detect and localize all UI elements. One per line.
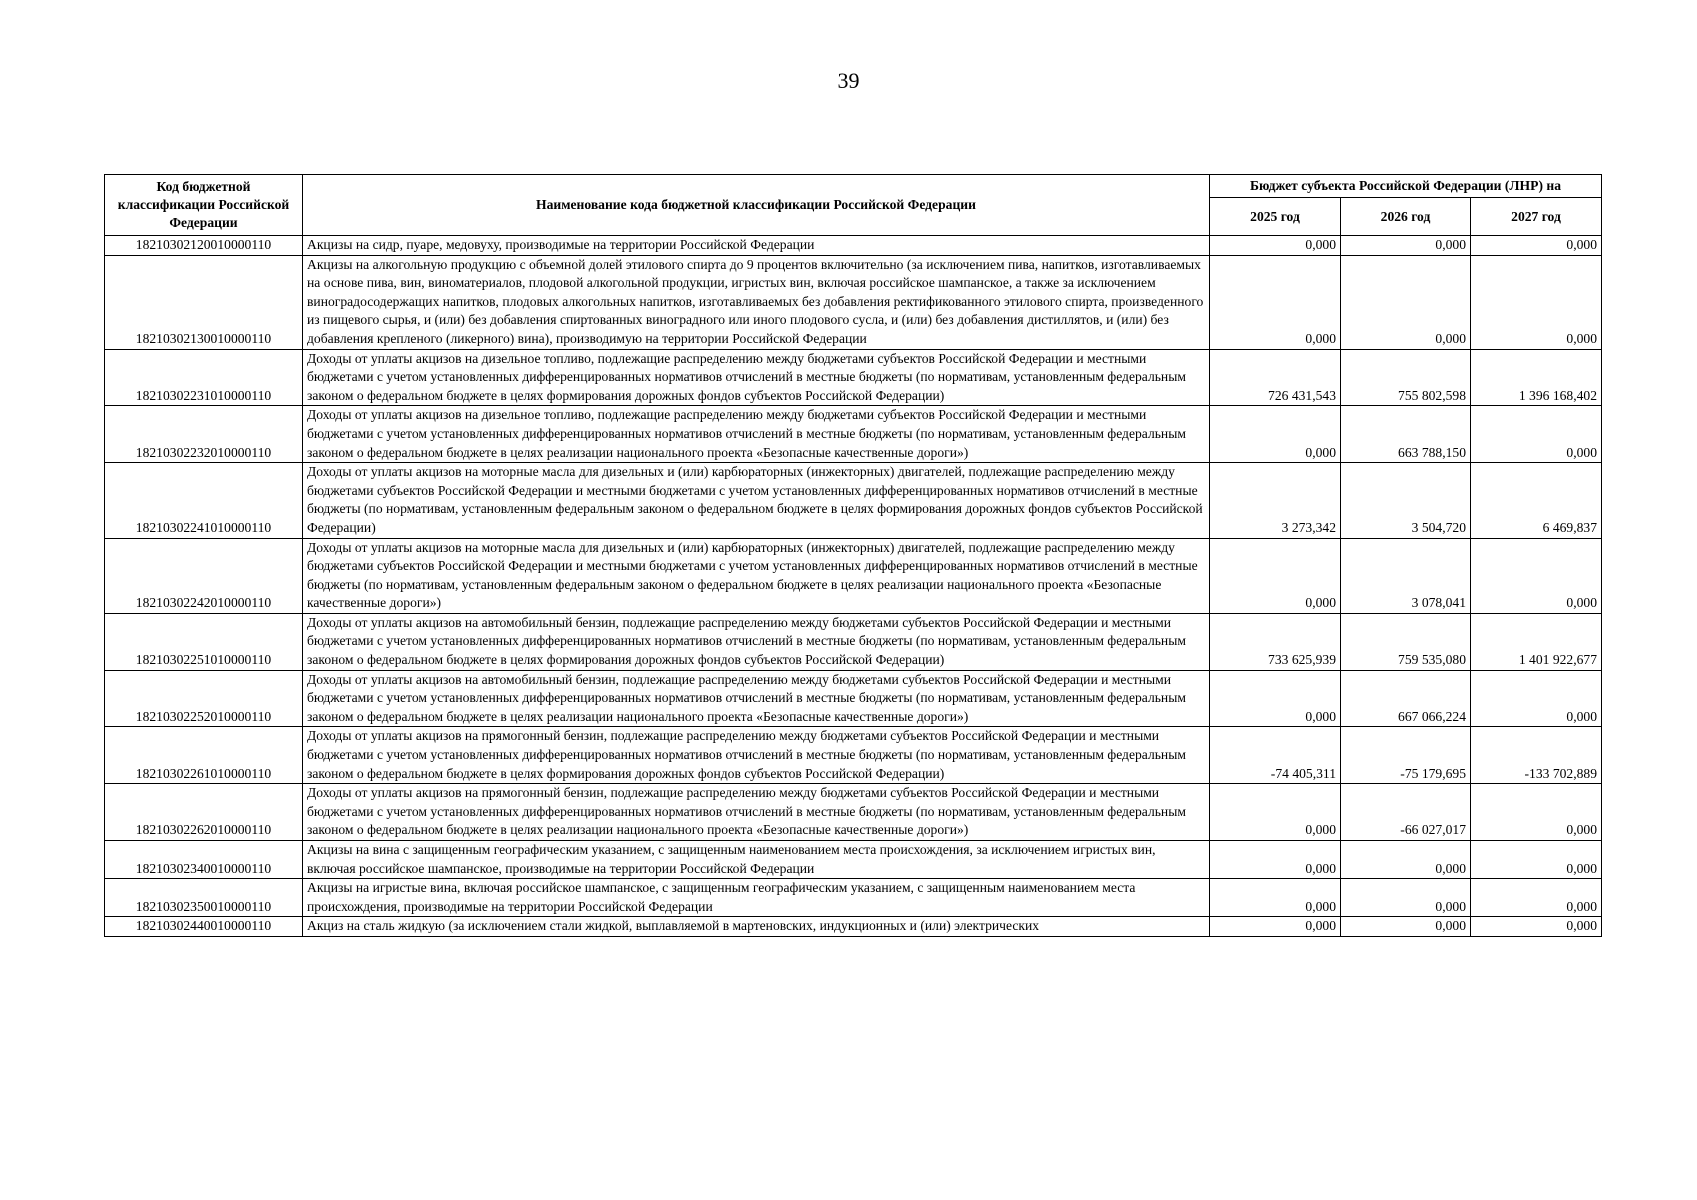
table-row bbox=[105, 917, 1602, 937]
budget-code-cell: 18210302261010000110 bbox=[105, 727, 303, 784]
value-2026-cell: 3 078,041 bbox=[1341, 538, 1471, 613]
budget-code-cell: 18210302350010000110 bbox=[105, 879, 303, 917]
value-2025-cell: 0,000 bbox=[1210, 917, 1341, 937]
value-2027-cell: 0,000 bbox=[1471, 879, 1602, 917]
value-2027-cell: 0,000 bbox=[1471, 841, 1602, 879]
value-2025-cell: 733 625,939 bbox=[1210, 613, 1341, 670]
value-2026-cell: 0,000 bbox=[1341, 879, 1471, 917]
value-2026-cell: 755 802,598 bbox=[1341, 349, 1471, 406]
value-2027-cell: 0,000 bbox=[1471, 236, 1602, 256]
value-2027-cell: 0,000 bbox=[1471, 255, 1602, 349]
value-2027-cell: 0,000 bbox=[1471, 917, 1602, 937]
budget-code-cell: 18210302130010000110 bbox=[105, 255, 303, 349]
value-2026-cell: 0,000 bbox=[1341, 255, 1471, 349]
value-2027-cell: 0,000 bbox=[1471, 406, 1602, 463]
value-2025-cell: 0,000 bbox=[1210, 841, 1341, 879]
value-2026-cell: 759 535,080 bbox=[1341, 613, 1471, 670]
budget-name-cell: Доходы от уплаты акцизов на автомобильный бензин, подлежащие распределению между бюджетами субъектов Российской Федерации и местными бюджетами с учетом установленных дифференцированных нормативов отчислений в местные бюджеты (по нормативам, установленным федеральным законом о федеральном бюджете в целях формирования дорожных фондов субъектов Российской Федерации) bbox=[303, 613, 1210, 670]
budget-code-cell: 18210302340010000110 bbox=[105, 841, 303, 879]
budget-code-cell: 18210302232010000110 bbox=[105, 406, 303, 463]
value-2025-cell: -74 405,311 bbox=[1210, 727, 1341, 784]
budget-code-cell: 18210302120010000110 bbox=[105, 236, 303, 256]
column-header-name: Наименование кода бюджетной классификации Российской Федерации bbox=[303, 175, 1210, 236]
value-2026-cell: 0,000 bbox=[1341, 917, 1471, 937]
table-row bbox=[105, 613, 1602, 670]
budget-code-cell: 18210302252010000110 bbox=[105, 670, 303, 727]
budget-name-cell: Акцизы на вина с защищенным географическим указанием, с защищенным наименованием места происхождения, за исключением игристых вин, включая российское шампанское, производимые на территории Российской Федерации bbox=[303, 841, 1210, 879]
value-2025-cell: 0,000 bbox=[1210, 784, 1341, 841]
table-row bbox=[105, 784, 1602, 841]
table-row bbox=[105, 879, 1602, 917]
value-2027-cell: 0,000 bbox=[1471, 784, 1602, 841]
value-2027-cell: 1 396 168,402 bbox=[1471, 349, 1602, 406]
value-2026-cell: 3 504,720 bbox=[1341, 463, 1471, 538]
budget-name-cell: Акцизы на сидр, пуаре, медовуху, производимые на территории Российской Федерации bbox=[303, 236, 1210, 256]
budget-code-cell: 18210302241010000110 bbox=[105, 463, 303, 538]
value-2025-cell: 0,000 bbox=[1210, 538, 1341, 613]
value-2025-cell: 0,000 bbox=[1210, 879, 1341, 917]
column-header-year-2026: 2026 год bbox=[1341, 198, 1471, 236]
budget-code-cell: 18210302251010000110 bbox=[105, 613, 303, 670]
table-row bbox=[105, 255, 1602, 349]
page-number: 39 bbox=[837, 68, 860, 93]
column-header-year-2025: 2025 год bbox=[1210, 198, 1341, 236]
value-2027-cell: 0,000 bbox=[1471, 670, 1602, 727]
budget-name-cell: Доходы от уплаты акцизов на дизельное топливо, подлежащие распределению между бюджетами субъектов Российской Федерации и местными бюджетами с учетом установленных дифференцированных нормативов отчислений в местные бюджеты (по нормативам, установленным федеральным законом о федеральном бюджете в целях формирования дорожных фондов субъектов Российской Федерации) bbox=[303, 349, 1210, 406]
value-2026-cell: 0,000 bbox=[1341, 841, 1471, 879]
table-row bbox=[105, 670, 1602, 727]
budget-name-cell: Доходы от уплаты акцизов на моторные масла для дизельных и (или) карбюраторных (инжекторных) двигателей, подлежащие распределению между бюджетами субъектов Российской Федерации и местными бюджетами с учетом установленных дифференцированных нормативов отчислений в местные бюджеты (по нормативам, установленным федеральным законом о федеральном бюджете в целях формирования дорожных фондов субъектов Российской Федерации) bbox=[303, 463, 1210, 538]
budget-name-cell: Акцизы на алкогольную продукцию с объемной долей этилового спирта до 9 процентов включительно (за исключением пива, напитков, изготавливаемых на основе пива, вин, виноматериалов, плодовой алкогольной продукции, игристых вин, включая российское шампанское, а также за исключением виноградосодержащих напитков, плодовых алкогольных напитков, изготавливаемых без добавления ректификованного этилового спирта, произведенного из пищевого сырья, и (или) без добавления спиртованных виноградного или иного плодового сусла, и (или) без добавления дистиллятов, и (или) без добавления крепленого (ликерного) вина), производимую на территории Российской Федерации bbox=[303, 255, 1210, 349]
column-header-budget-group: Бюджет субъекта Российской Федерации (ЛНР) на bbox=[1210, 175, 1602, 198]
value-2025-cell: 0,000 bbox=[1210, 670, 1341, 727]
value-2026-cell: -75 179,695 bbox=[1341, 727, 1471, 784]
budget-name-cell: Доходы от уплаты акцизов на дизельное топливо, подлежащие распределению между бюджетами субъектов Российской Федерации и местными бюджетами с учетом установленных дифференцированных нормативов отчислений в местные бюджеты (по нормативам, установленным федеральным законом о федеральном бюджете в целях реализации национального проекта «Безопасные качественные дороги») bbox=[303, 406, 1210, 463]
value-2025-cell: 0,000 bbox=[1210, 255, 1341, 349]
budget-code-cell: 18210302262010000110 bbox=[105, 784, 303, 841]
table-row bbox=[105, 236, 1602, 256]
budget-name-cell: Доходы от уплаты акцизов на моторные масла для дизельных и (или) карбюраторных (инжекторных) двигателей, подлежащие распределению между бюджетами субъектов Российской Федерации и местными бюджетами с учетом установленных дифференцированных нормативов отчислений в местные бюджеты (по нормативам, установленным федеральным законом о федеральном бюджете в целях реализации национального проекта «Безопасные качественные дороги») bbox=[303, 538, 1210, 613]
budget-name-cell: Доходы от уплаты акцизов на прямогонный бензин, подлежащие распределению между бюджетами субъектов Российской Федерации и местными бюджетами с учетом установленных дифференцированных нормативов отчислений в местные бюджеты (по нормативам, установленным федеральным законом о федеральном бюджете в целях реализации национального проекта «Безопасные качественные дороги») bbox=[303, 784, 1210, 841]
column-header-code: Код бюджетной классификации Российской Федерации bbox=[105, 175, 303, 236]
budget-name-cell: Акцизы на игристые вина, включая российское шампанское, с защищенным географическим указанием, с защищенным наименованием места происхождения, производимые на территории Российской Федерации bbox=[303, 879, 1210, 917]
budget-name-cell: Доходы от уплаты акцизов на прямогонный бензин, подлежащие распределению между бюджетами субъектов Российской Федерации и местными бюджетами с учетом установленных дифференцированных нормативов отчислений в местные бюджеты (по нормативам, установленным федеральным законом о федеральном бюджете в целях формирования дорожных фондов субъектов Российской Федерации) bbox=[303, 727, 1210, 784]
value-2026-cell: 0,000 bbox=[1341, 236, 1471, 256]
value-2027-cell: -133 702,889 bbox=[1471, 727, 1602, 784]
budget-code-cell: 18210302242010000110 bbox=[105, 538, 303, 613]
value-2026-cell: -66 027,017 bbox=[1341, 784, 1471, 841]
value-2025-cell: 3 273,342 bbox=[1210, 463, 1341, 538]
budget-revenue-table bbox=[104, 174, 1602, 937]
value-2027-cell: 0,000 bbox=[1471, 538, 1602, 613]
budget-code-cell: 18210302231010000110 bbox=[105, 349, 303, 406]
table-row bbox=[105, 406, 1602, 463]
value-2027-cell: 1 401 922,677 bbox=[1471, 613, 1602, 670]
value-2025-cell: 0,000 bbox=[1210, 406, 1341, 463]
value-2025-cell: 726 431,543 bbox=[1210, 349, 1341, 406]
budget-code-cell: 18210302440010000110 bbox=[105, 917, 303, 937]
table-row bbox=[105, 841, 1602, 879]
table-row bbox=[105, 727, 1602, 784]
value-2026-cell: 663 788,150 bbox=[1341, 406, 1471, 463]
table-row bbox=[105, 538, 1602, 613]
column-header-year-2027: 2027 год bbox=[1471, 198, 1602, 236]
value-2027-cell: 6 469,837 bbox=[1471, 463, 1602, 538]
value-2026-cell: 667 066,224 bbox=[1341, 670, 1471, 727]
budget-name-cell: Доходы от уплаты акцизов на автомобильный бензин, подлежащие распределению между бюджетами субъектов Российской Федерации и местными бюджетами с учетом установленных дифференцированных нормативов отчислений в местные бюджеты (по нормативам, установленным федеральным законом о федеральном бюджете в целях реализации национального проекта «Безопасные качественные дороги») bbox=[303, 670, 1210, 727]
budget-name-cell: Акциз на сталь жидкую (за исключением стали жидкой, выплавляемой в мартеновских, индукционных и (или) электрических bbox=[303, 917, 1210, 937]
table-row bbox=[105, 349, 1602, 406]
table-row bbox=[105, 463, 1602, 538]
value-2025-cell: 0,000 bbox=[1210, 236, 1341, 256]
